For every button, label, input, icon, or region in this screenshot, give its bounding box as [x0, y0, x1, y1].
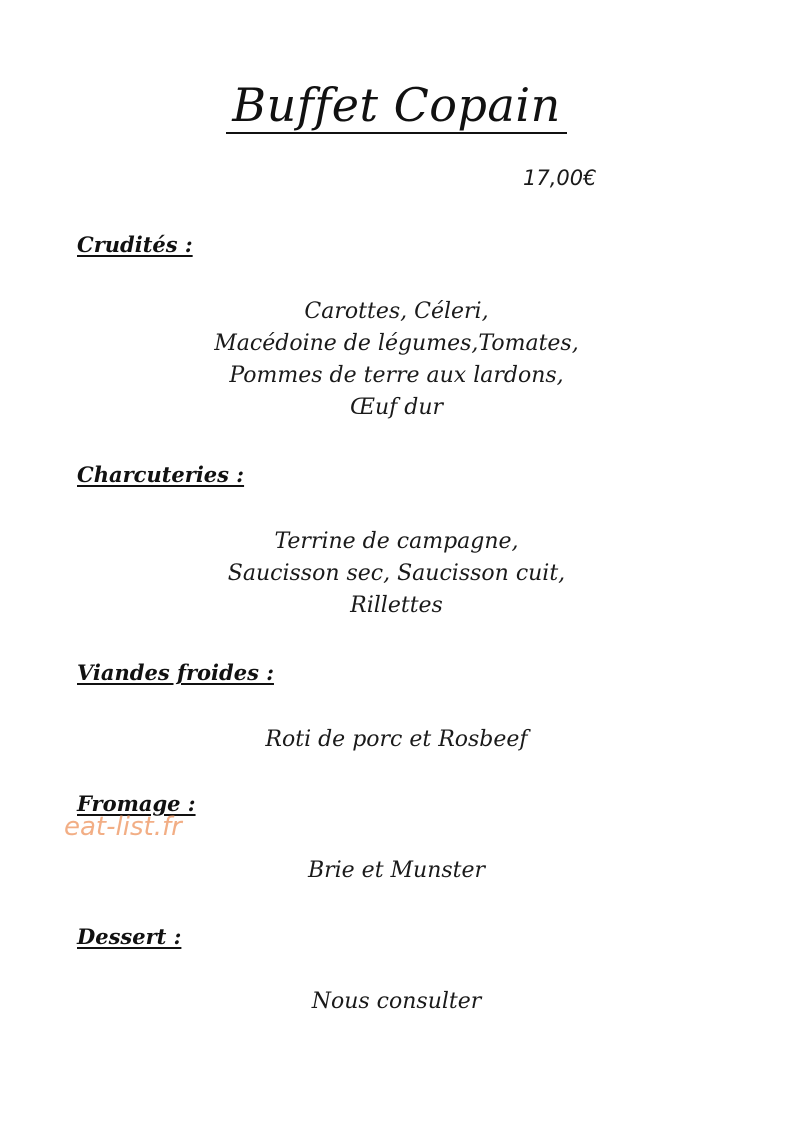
menu-item: Nous consulter — [311, 989, 482, 1014]
section-heading-fromage: Fromage : — [77, 791, 196, 816]
watermark-logo: eat-list.fr — [64, 812, 182, 842]
menu-item: Pommes de terre aux lardons, — [229, 363, 564, 388]
menu-item: Œuf dur — [349, 395, 444, 420]
menu-price: 17,00€ — [523, 166, 597, 190]
section-heading-viandes-froides: Viandes froides : — [77, 660, 274, 685]
menu-item: Saucisson sec, Saucisson cuit, — [227, 561, 566, 586]
menu-item: Roti de porc et Rosbeef — [265, 727, 528, 752]
section-items-charcuteries — [0, 526, 793, 622]
menu-item: Carottes, Céleri, — [304, 299, 489, 324]
section-items-fromage — [0, 855, 793, 887]
section-heading-charcuteries: Charcuteries : — [77, 462, 245, 487]
section-items-crudites — [0, 296, 793, 424]
section-heading-crudites: Crudités : — [77, 232, 193, 257]
menu-title-text: Buffet Copain — [226, 78, 566, 134]
section-items-viandes-froides — [0, 724, 793, 756]
menu-item: Macédoine de légumes,Tomates, — [214, 331, 579, 356]
section-items-dessert — [0, 986, 793, 1018]
menu-title — [0, 78, 793, 134]
section-heading-dessert: Dessert : — [77, 924, 182, 949]
menu-item: Rillettes — [350, 593, 443, 618]
menu-item: Brie et Munster — [307, 858, 486, 883]
menu-item: Terrine de campagne, — [274, 529, 519, 554]
